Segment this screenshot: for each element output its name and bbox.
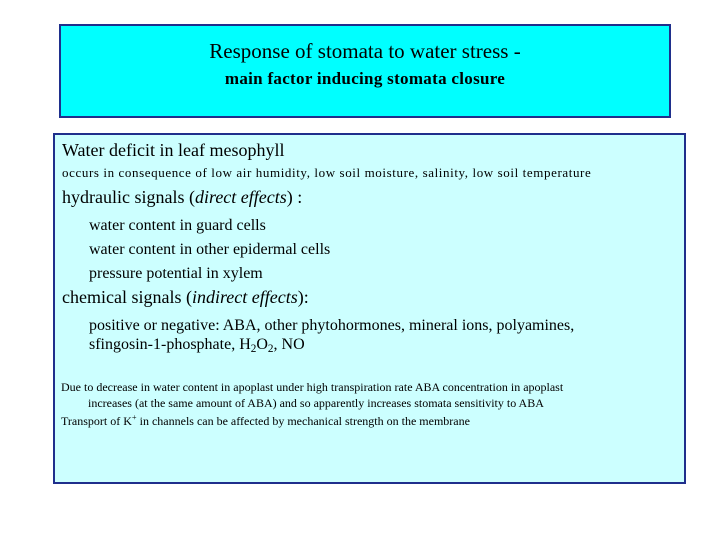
chemical-line-2 <box>89 336 305 354</box>
chemical-label: chemical signals ( <box>62 287 192 307</box>
note-aba-line-1: Due to decrease in water content in apoplast under high transpiration rate ABA concentration in apoplast <box>61 380 564 394</box>
chemical-line-1: positive or negative: ABA, other phytohormones, mineral ions, polyamines, <box>89 317 575 334</box>
causes-text: occurs in consequence of low air humidity, low soil moisture, salinity, low soil temperature <box>62 165 592 180</box>
note-potassium <box>61 414 470 429</box>
note-potassium-suffix: in channels can be affected by mechanical strength on the membrane <box>136 414 470 428</box>
hydraulic-label: hydraulic signals ( <box>62 187 195 207</box>
subscript: 2 <box>250 343 257 355</box>
hydraulic-label-end: ) : <box>286 187 303 207</box>
note-aba-line-2: increases (at the same amount of ABA) and so apparently increases stomata sensitivity to ABA <box>88 396 544 410</box>
subscript: 2 <box>267 343 274 355</box>
content-box <box>53 133 686 484</box>
title-box <box>59 24 671 118</box>
heading-chemical-signals <box>62 287 309 308</box>
note-potassium-prefix: Transport of K <box>61 414 132 428</box>
chemical-line-2-prefix: sfingosin-1-phosphate, H <box>89 336 251 353</box>
chemical-line-2-suffix: , NO <box>273 336 305 353</box>
slide-title: Response of stomata to water stress - <box>209 39 521 63</box>
superscript: + <box>131 413 137 422</box>
slide-subtitle: main factor inducing stomata closure <box>224 69 506 88</box>
chemical-label-italic: indirect effects <box>191 287 298 307</box>
heading-water-deficit: Water deficit in leaf mesophyll <box>62 140 285 160</box>
hydraulic-item: pressure potential in xylem <box>89 265 263 282</box>
hydraulic-item: water content in guard cells <box>89 217 266 234</box>
hydraulic-label-italic: direct effects <box>194 187 287 207</box>
chemical-label-end: ): <box>297 287 309 307</box>
heading-hydraulic-signals <box>62 187 302 208</box>
hydraulic-item: water content in other epidermal cells <box>89 241 331 258</box>
chemical-line-2-mid: O <box>256 336 268 353</box>
